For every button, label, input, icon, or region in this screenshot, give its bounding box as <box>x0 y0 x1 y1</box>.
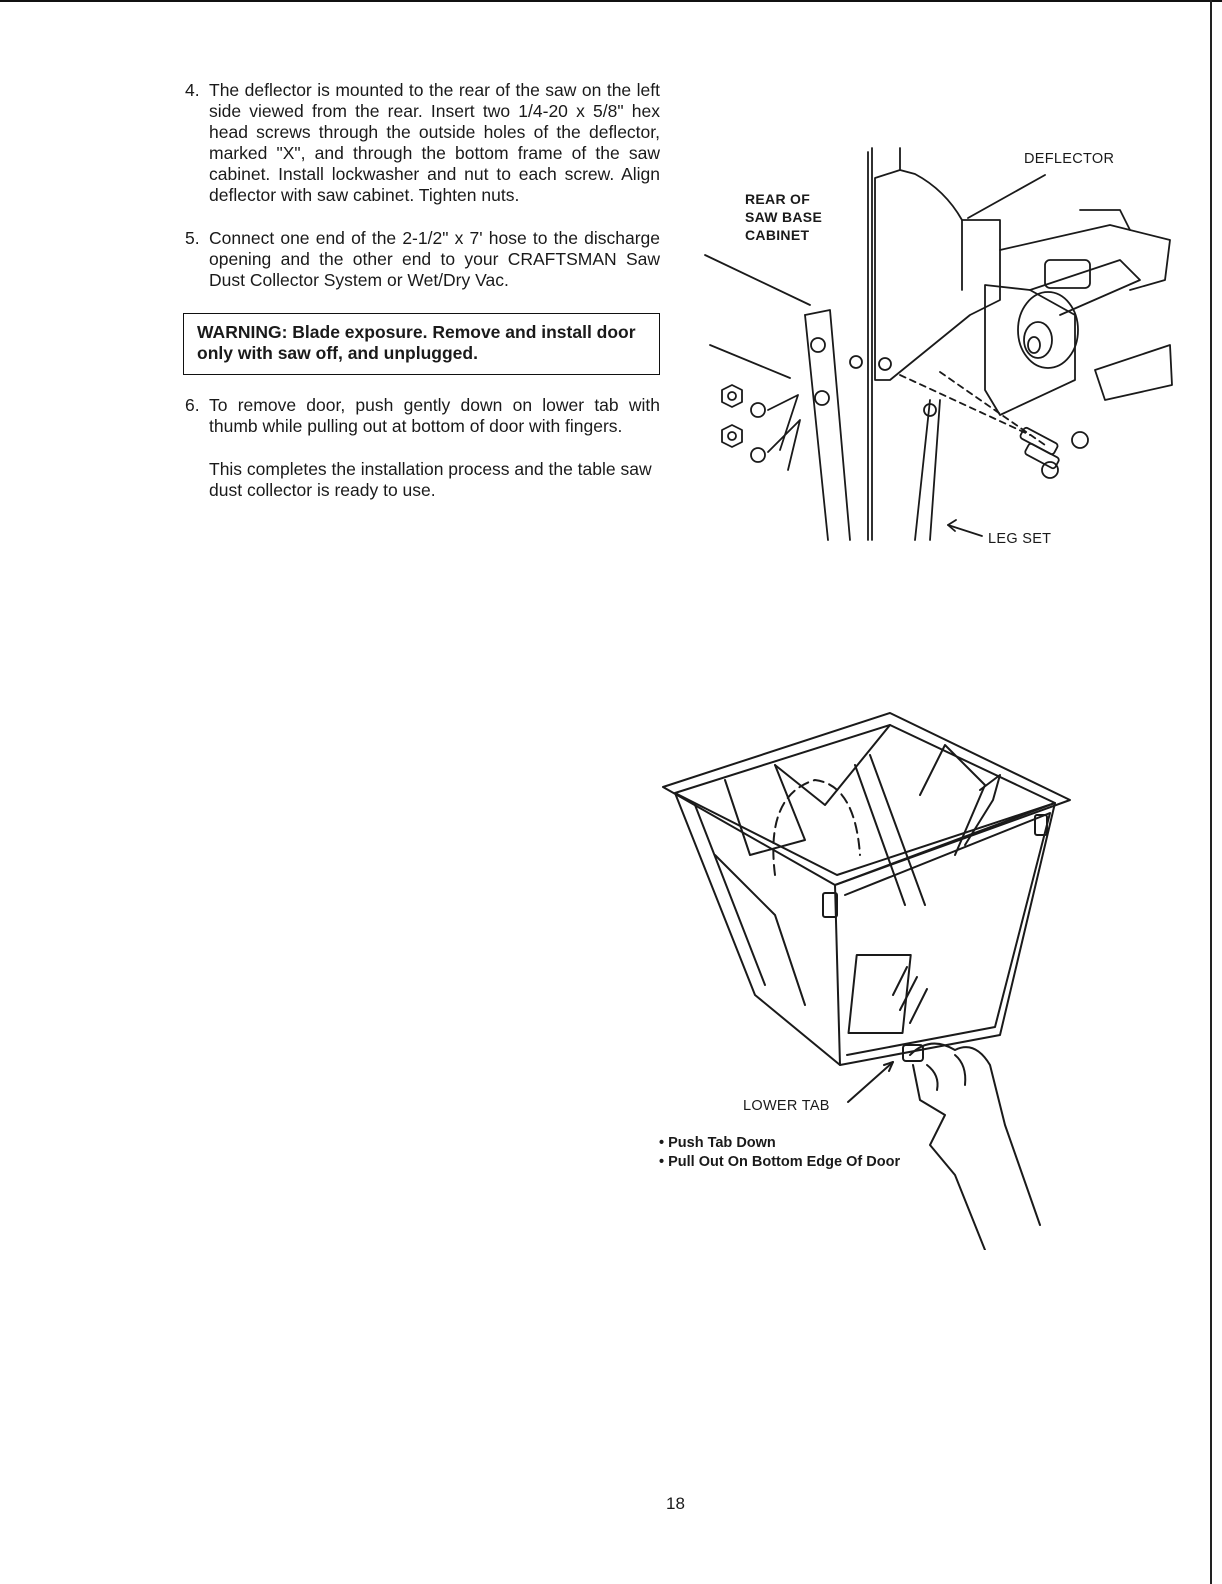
page-right-edge <box>1210 0 1212 1584</box>
step-number: 6. <box>185 395 200 415</box>
step-4 <box>185 80 660 206</box>
instructions-column <box>185 80 660 501</box>
cabinet-label-line: SAW BASE <box>745 209 823 225</box>
cabinet-label-line: REAR OF <box>745 191 811 207</box>
step-number: 4. <box>185 80 200 100</box>
step-text: To remove door, push gently down on lower tab with thumb while pulling out at bottom of door with fingers. <box>209 395 660 436</box>
bullet-item: • Push Tab Down <box>659 1135 776 1151</box>
deflector-label: DEFLECTOR <box>1024 151 1115 167</box>
step-6 <box>185 395 660 437</box>
step-text: Connect one end of the 2-1/2" x 7' hose to the discharge opening and the other end to your CRAFTSMAN Saw Dust Collector System or Wet/Dry Vac. <box>209 228 660 290</box>
step-text: The deflector is mounted to the rear of the saw on the left side viewed from the rear. Insert two 1/4-20 x 5/8" hex head screws through the outside holes of the deflector, marked "X", and through the bottom frame of the saw cabinet. Install lockwasher and nut to each screw. Align deflector with saw cabinet. Tighten nuts. <box>209 80 660 205</box>
lower-tab-label: LOWER TAB <box>743 1098 830 1114</box>
cabinet-label-line: CABINET <box>745 227 810 243</box>
page-number: 18 <box>666 1494 685 1513</box>
door-removal-bullets <box>659 1134 900 1172</box>
bullet-item: • Pull Out On Bottom Edge Of Door <box>659 1154 901 1170</box>
leg-set-label: LEG SET <box>988 531 1052 547</box>
step-5 <box>185 228 660 291</box>
closing-paragraph: This completes the installation process and the table saw dust collector is ready to use. <box>209 459 652 500</box>
page-top-rule <box>0 0 1222 2</box>
warning-box: WARNING: Blade exposure. Remove and install door only with saw off, and unplugged. <box>183 313 660 375</box>
cabinet-label <box>745 190 822 244</box>
step-number: 5. <box>185 228 200 248</box>
